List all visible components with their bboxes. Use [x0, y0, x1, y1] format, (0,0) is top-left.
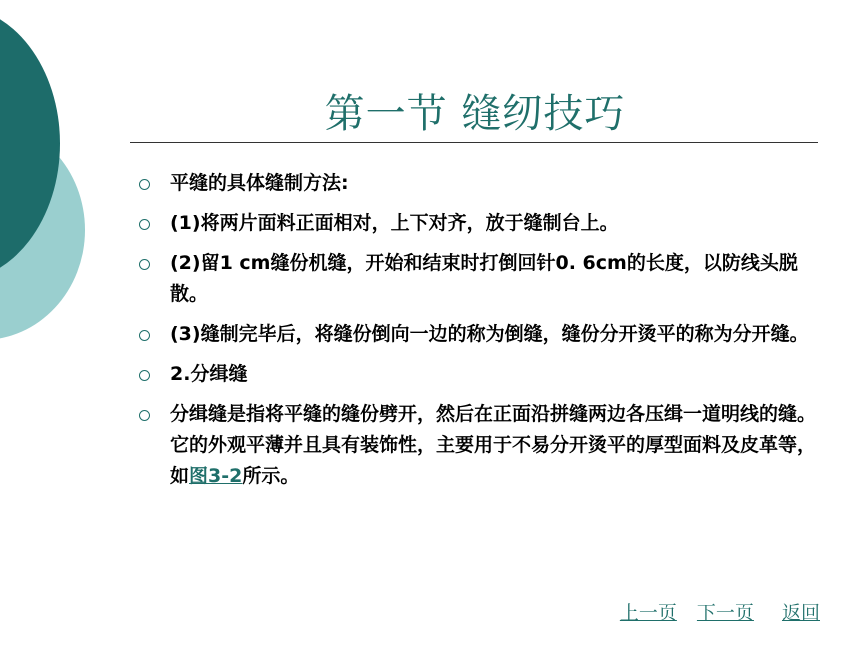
- list-item-text: (2)留1 cm缝份机缝，开始和结束时打倒回针0. 6cm的长度，以防线头脱散。: [170, 252, 798, 305]
- list-item: [136, 399, 816, 492]
- list-item: [136, 168, 816, 199]
- circle-bullet-icon: [139, 259, 150, 270]
- slide-navigation: [606, 598, 820, 625]
- slide-title: 第一节 缝纫技巧: [324, 91, 626, 137]
- circle-bullet-icon: [139, 370, 150, 381]
- bullet-list: [136, 168, 816, 501]
- circle-bullet-icon: [139, 219, 150, 230]
- title-divider: [130, 142, 818, 143]
- circle-bullet-icon: [139, 410, 150, 421]
- list-item: [136, 248, 816, 310]
- back-link[interactable]: 返回: [781, 602, 820, 624]
- list-item: [136, 319, 816, 350]
- list-item-text: (3)缝制完毕后，将缝份倒向一边的称为倒缝，缝份分开烫平的称为分开缝。: [170, 323, 809, 345]
- circle-bullet-icon: [139, 330, 150, 341]
- circle-bullet-icon: [139, 179, 150, 190]
- prev-page-link[interactable]: 上一页: [619, 602, 677, 624]
- list-item-text-before: 分缉缝是指将平缝的缝份劈开，然后在正面沿拼缝两边各压缉一道明线的缝。它的外观平薄并且具有装饰性，主要用于不易分开烫平的厚型面料及皮革等，如: [170, 403, 817, 487]
- next-page-link[interactable]: 下一页: [696, 602, 754, 624]
- list-item-text: 平缝的具体缝制方法:: [170, 172, 349, 194]
- list-item: [136, 208, 816, 239]
- list-item-text-after: 所示。: [242, 465, 300, 487]
- list-item-text: (1)将两片面料正面相对，上下对齐，放于缝制台上。: [170, 212, 619, 234]
- figure-link[interactable]: 图3-2: [189, 465, 243, 487]
- list-item-text: [170, 403, 816, 487]
- list-item-text: 2.分缉缝: [170, 363, 248, 385]
- list-item: [136, 359, 816, 390]
